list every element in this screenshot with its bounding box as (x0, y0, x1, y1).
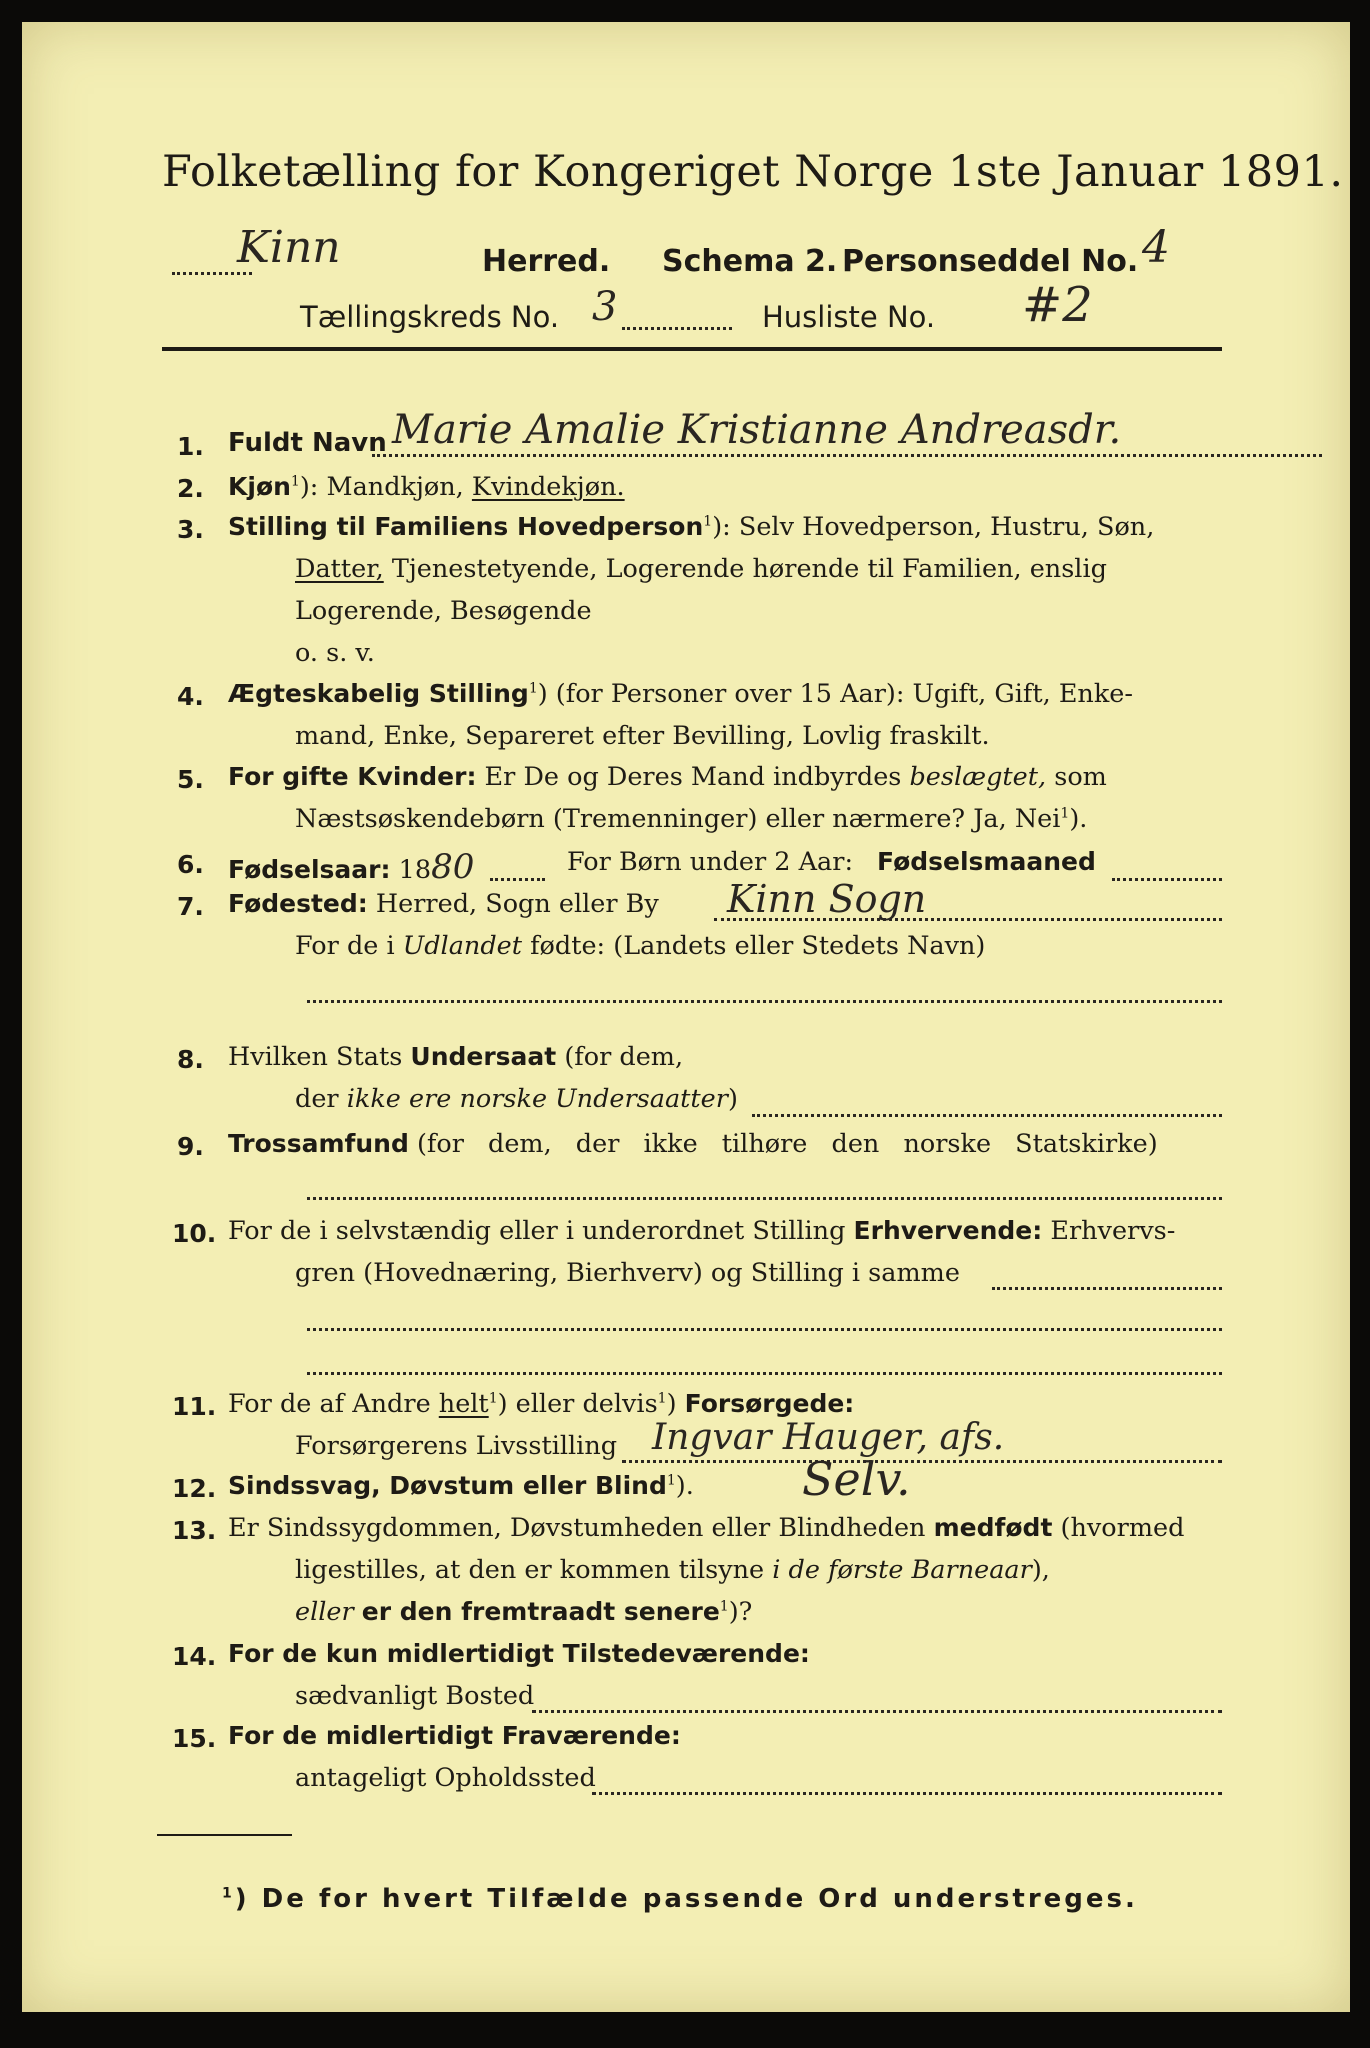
q11-provider-value: Ingvar Hauger, afs. (652, 1417, 1005, 1458)
q6-number: 6. (177, 850, 204, 879)
q9-number: 9. (177, 1132, 204, 1161)
q6-year-dots (490, 878, 545, 881)
form-title: Folketælling for Kongeriget Norge 1ste Januar 1891. (162, 147, 1344, 197)
q11-line2: Forsørgerens Livsstilling (295, 1431, 618, 1461)
q11-number: 11. (172, 1392, 217, 1421)
husliste-label: Husliste No. (762, 300, 936, 334)
q6-line: Fødselsaar: 1880 (228, 847, 475, 887)
q7-line1: Fødested: Herred, Sogn eller By (228, 889, 659, 919)
q10-dots (992, 1287, 1222, 1290)
q3-line2: Datter, Tjenestetyende, Logerende hørende til Familien, enslig (295, 554, 1107, 584)
q12-line: Sindssvag, Døvstum eller Blind$^1$). (228, 1471, 694, 1501)
kreds-label: Tællingskreds No. (300, 300, 560, 334)
kreds-dotted-line (622, 327, 732, 330)
q14-number: 14. (172, 1642, 217, 1671)
q3-line3: Logerende, Besøgende (295, 596, 592, 626)
q13-line2: ligestilles, at den er kommen tilsyne i de første Barneaar), (295, 1555, 1050, 1585)
q2-choice-underlined: Kvindekjøn. (471, 472, 625, 502)
personseddel-label: Personseddel No. (842, 244, 1139, 279)
q1-name-value: Marie Amalie Kristianne Andreasdr. (392, 407, 1122, 453)
kreds-value: 3 (592, 284, 618, 330)
herred-label: Herred. (482, 244, 611, 279)
q10-blank-line-1 (307, 1328, 1222, 1331)
husliste-value: #2 (1022, 277, 1093, 333)
census-form (22, 22, 1350, 2012)
q9-blank-line (307, 1197, 1222, 1200)
q1-number: 1. (177, 432, 204, 461)
q2-label: Kjøn (228, 472, 291, 501)
q8-number: 8. (177, 1045, 204, 1074)
q13-number: 13. (172, 1516, 217, 1545)
q10-blank-line-2 (307, 1372, 1222, 1375)
footnote-rule (157, 1834, 292, 1836)
q6-month-dots (1112, 878, 1222, 881)
q13-line1: Er Sindssygdommen, Døvstumheden eller Blindheden medfødt (hvormed (228, 1513, 1185, 1543)
q6-year-value: 80 (431, 847, 475, 887)
q9-line1: Trossamfund (for dem, der ikke tilhøre den norske Statskirke) (228, 1129, 1158, 1159)
q6-mid: For Børn under 2 Aar: (567, 847, 854, 877)
footnote: $^1$) De for hvert Tilfælde passende Ord understreges. (222, 1884, 1138, 1914)
herred-value: Kinn (237, 222, 341, 273)
q8-dots (752, 1114, 1222, 1117)
q14-label: For de kun midlertidigt Tilstedeværende: (228, 1639, 810, 1668)
q8-line2: der ikke ere norske Undersaatter) (295, 1084, 738, 1114)
header-rule (162, 347, 1222, 351)
q7-line2: For de i Udlandet fødte: (Landets eller Stedets Navn) (295, 931, 986, 961)
q5-line1: For gifte Kvinder: Er De og Deres Mand indbyrdes beslægtet, som (228, 762, 1107, 792)
q6-label2: Fødselsmaaned (877, 847, 1096, 876)
q7-blank-line (307, 1000, 1222, 1003)
q5-number: 5. (177, 765, 204, 794)
q14-line2: sædvanligt Bosted (295, 1681, 535, 1711)
q11-choice-underlined: helt (438, 1389, 489, 1419)
q1-label: Fuldt Navn (228, 428, 387, 458)
q1-dotted-line (372, 454, 1322, 457)
q15-line2: antageligt Opholdssted (295, 1763, 596, 1793)
q15-dots (592, 1792, 1222, 1795)
q13-line3: eller er den fremtraadt senere$^1$)? (295, 1597, 753, 1627)
q7-birthplace-value: Kinn Sogn (727, 877, 927, 921)
q12-number: 12. (172, 1474, 217, 1503)
q4-line2: mand, Enke, Separeret efter Bevilling, Lovlig fraskilt. (295, 721, 990, 751)
q3-line4: o. s. v. (295, 638, 375, 668)
q3-choice-underlined: Datter, (295, 554, 384, 584)
q2-number: 2. (177, 474, 204, 503)
q10-number: 10. (172, 1219, 217, 1248)
schema-label: Schema 2. (662, 244, 838, 279)
q7-number: 7. (177, 892, 204, 921)
q4-number: 4. (177, 682, 204, 711)
personseddel-value: 4 (1142, 222, 1170, 273)
q8-line1: Hvilken Stats Undersaat (for dem, (228, 1042, 684, 1072)
q14-dots (532, 1710, 1222, 1713)
q3-line1: Stilling til Familiens Hovedperson$^1$): Selv Hovedperson, Hustru, Søn, (228, 512, 1155, 542)
q15-number: 15. (172, 1724, 217, 1753)
q15-label: For de midlertidigt Fraværende: (228, 1721, 681, 1750)
q5-line2: Næstsøskendebørn (Tremenninger) eller nærmere? Ja, Nei$^1$). (295, 804, 1088, 834)
q2-line: Kjøn$^1$): Mandkjøn, Kvindekjøn. (228, 472, 625, 502)
q10-line1: For de i selvstændig eller i underordnet Stilling Erhvervende: Erhvervs- (228, 1216, 1176, 1246)
q11-dots (622, 1460, 1222, 1463)
q12-value: Selv. (802, 1452, 911, 1506)
q10-line2: gren (Hovednæring, Bierhverv) og Stilling i samme (295, 1258, 960, 1288)
q11-line1: For de af Andre helt$^1$) eller delvis$^1$) Forsørgede: (228, 1389, 855, 1419)
q4-line1: Ægteskabelig Stilling$^1$) (for Personer over 15 Aar): Ugift, Gift, Enke- (228, 679, 1134, 709)
q3-number: 3. (177, 515, 204, 544)
